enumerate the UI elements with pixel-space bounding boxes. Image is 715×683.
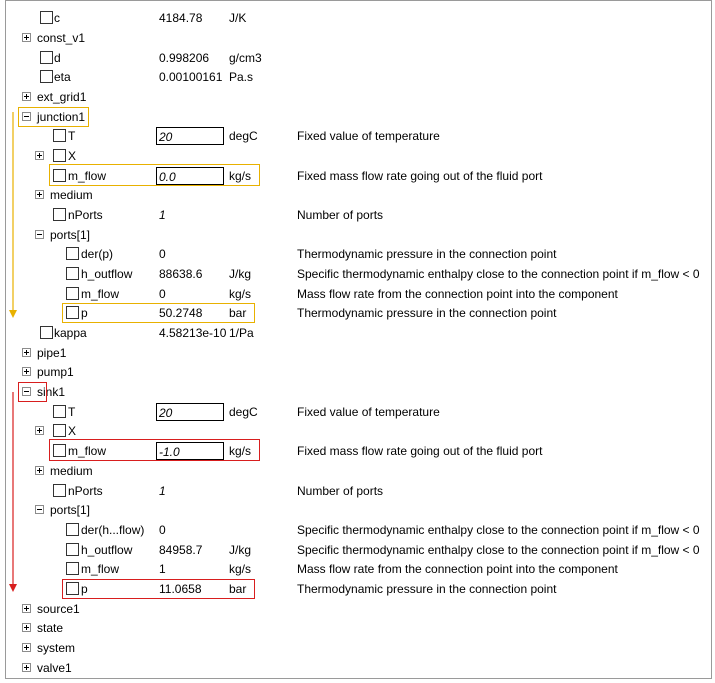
expand-plus-icon[interactable]	[35, 426, 44, 435]
expand-plus-icon[interactable]	[22, 623, 31, 632]
tree-row-junction1-ports-der-p[interactable]	[0, 244, 715, 264]
parameter-value-field[interactable]: -1.0	[156, 442, 224, 460]
variable-description: Thermodynamic pressure in the connection point	[297, 247, 557, 261]
variable-description: Mass flow rate from the connection point into the component	[297, 562, 618, 576]
variable-value: 0	[159, 287, 166, 301]
variable-value: 0.00100161	[159, 70, 223, 84]
tree-row-junction1-ports[interactable]	[0, 225, 715, 245]
node-name: medium	[50, 464, 93, 478]
plot-checkbox[interactable]	[66, 582, 79, 595]
plot-checkbox[interactable]	[53, 169, 66, 182]
parameter-value-field[interactable]: 0.0	[156, 167, 224, 185]
tree-row-junction1-m-flow[interactable]	[0, 166, 715, 186]
variable-unit: Pa.s	[229, 70, 254, 84]
plot-checkbox[interactable]	[53, 424, 66, 437]
variable-description: Thermodynamic pressure in the connection point	[297, 306, 557, 320]
tree-row-pump1[interactable]	[0, 362, 715, 382]
variable-description: Mass flow rate from the connection point into the component	[297, 287, 618, 301]
node-name: ports[1]	[50, 503, 91, 517]
collapse-minus-icon[interactable]	[35, 505, 44, 514]
expand-plus-icon[interactable]	[22, 663, 31, 672]
tree-row-sink1-X[interactable]	[0, 421, 715, 441]
variable-name: T	[68, 405, 76, 419]
variable-name: c	[54, 11, 60, 25]
tree-row-pipe1[interactable]	[0, 343, 715, 363]
expand-plus-icon[interactable]	[22, 604, 31, 613]
tree-row-state[interactable]	[0, 618, 715, 638]
tree-row-junction1-T[interactable]	[0, 126, 715, 146]
variable-value: 88638.6	[159, 267, 203, 281]
variable-description: Fixed mass flow rate going out of the fluid port	[297, 444, 543, 458]
tree-row-system[interactable]	[0, 638, 715, 658]
node-name: valve1	[37, 661, 72, 675]
parameter-value-field[interactable]: 20	[156, 403, 224, 421]
expand-plus-icon[interactable]	[22, 643, 31, 652]
plot-checkbox[interactable]	[66, 523, 79, 536]
tree-row-sink1-ports[interactable]	[0, 500, 715, 520]
variable-value: 4.58213e-10	[159, 326, 227, 340]
variable-value: 1	[159, 484, 166, 498]
variable-unit: bar	[229, 582, 247, 596]
plot-checkbox[interactable]	[53, 149, 66, 162]
variable-unit: kg/s	[229, 562, 252, 576]
variable-unit: J/kg	[229, 543, 252, 557]
tree-row-junction1-X[interactable]	[0, 146, 715, 166]
variable-name: p	[81, 306, 88, 320]
tree-row-sink1-medium[interactable]	[0, 461, 715, 481]
expand-plus-icon[interactable]	[35, 466, 44, 475]
expand-plus-icon[interactable]	[22, 92, 31, 101]
variable-unit: kg/s	[229, 444, 252, 458]
plot-checkbox[interactable]	[66, 267, 79, 280]
plot-checkbox[interactable]	[66, 543, 79, 556]
variable-value: 4184.78	[159, 11, 203, 25]
plot-checkbox[interactable]	[40, 326, 53, 339]
plot-checkbox[interactable]	[66, 306, 79, 319]
collapse-minus-icon[interactable]	[22, 112, 31, 121]
tree-row-valve1[interactable]	[0, 658, 715, 678]
plot-checkbox[interactable]	[40, 70, 53, 83]
variable-name: kappa	[54, 326, 87, 340]
variable-name: nPorts	[68, 484, 103, 498]
variable-description: Number of ports	[297, 484, 384, 498]
node-name: state	[37, 621, 64, 635]
expand-plus-icon[interactable]	[35, 190, 44, 199]
variable-unit: g/cm3	[229, 51, 262, 65]
variable-value: 50.2748	[159, 306, 203, 320]
tree-row-junction1-ports-h-outflow[interactable]	[0, 264, 715, 284]
node-name: ext_grid1	[37, 90, 87, 104]
variable-value: 0.998206	[159, 51, 210, 65]
node-name: const_v1	[37, 31, 86, 45]
plot-checkbox[interactable]	[53, 484, 66, 497]
variable-name: h_outflow	[81, 543, 133, 557]
tree-row-sink1-ports-h-outflow[interactable]	[0, 540, 715, 560]
variable-value: 11.0658	[159, 582, 202, 596]
tree-row-junction1-nports[interactable]	[0, 205, 715, 225]
variable-unit: degC	[229, 129, 258, 143]
variable-name: der(h...flow)	[81, 523, 145, 537]
variable-unit: kg/s	[229, 169, 252, 183]
node-name: medium	[50, 188, 93, 202]
parameter-value-field[interactable]: 20	[156, 127, 224, 145]
node-name: source1	[37, 602, 80, 616]
variable-description: Specific thermodynamic enthalpy close to the connection point if m_flow < 0	[297, 523, 700, 537]
tree-row-sink1-nports[interactable]	[0, 481, 715, 501]
tree-row-sink1-T[interactable]	[0, 402, 715, 422]
plot-checkbox[interactable]	[53, 129, 66, 142]
node-name: ports[1]	[50, 228, 91, 242]
variable-description: Fixed value of temperature	[297, 405, 440, 419]
variable-name: X	[68, 149, 77, 163]
tree-row-junction1[interactable]	[0, 107, 715, 127]
tree-row-sink1-ports-der-h-flow[interactable]	[0, 520, 715, 540]
variable-name: p	[81, 582, 88, 596]
variable-value: 84958.7	[159, 543, 203, 557]
variable-value: 1	[159, 562, 166, 576]
expand-plus-icon[interactable]	[22, 367, 31, 376]
variable-unit: degC	[229, 405, 258, 419]
tree-row-source1[interactable]	[0, 599, 715, 619]
collapse-minus-icon[interactable]	[35, 230, 44, 239]
expand-plus-icon[interactable]	[22, 348, 31, 357]
variable-value: 1	[159, 208, 166, 222]
node-name: junction1	[37, 110, 86, 124]
tree-row-c[interactable]	[0, 8, 715, 28]
variable-value: 0	[159, 523, 166, 537]
node-name: pipe1	[37, 346, 67, 360]
plot-checkbox[interactable]	[53, 444, 66, 457]
collapse-minus-icon[interactable]	[22, 387, 31, 396]
plot-checkbox[interactable]	[40, 51, 53, 64]
variable-description: Thermodynamic pressure in the connection point	[297, 582, 557, 596]
variable-name: X	[68, 424, 77, 438]
tree-row-eta[interactable]	[0, 67, 715, 87]
plot-checkbox[interactable]	[66, 562, 79, 575]
variable-name: nPorts	[68, 208, 103, 222]
plot-checkbox[interactable]	[40, 11, 53, 24]
plot-checkbox[interactable]	[53, 405, 66, 418]
tree-row-junction1-ports-p[interactable]	[0, 303, 715, 323]
tree-row-sink1-ports-p[interactable]	[0, 579, 715, 599]
variable-unit: J/kg	[229, 267, 252, 281]
plot-checkbox[interactable]	[66, 247, 79, 260]
variable-name: m_flow	[68, 444, 107, 458]
variable-unit: bar	[229, 306, 247, 320]
node-name: system	[37, 641, 76, 655]
tree-row-junction1-medium[interactable]	[0, 185, 715, 205]
variable-name: m_flow	[81, 562, 120, 576]
node-name: sink1	[37, 385, 66, 399]
node-name: pump1	[37, 365, 74, 379]
tree-row-d[interactable]	[0, 48, 715, 68]
plot-checkbox[interactable]	[66, 287, 79, 300]
variable-name: der(p)	[81, 247, 114, 261]
expand-plus-icon[interactable]	[35, 151, 44, 160]
tree-row-junction1-ports-m-flow[interactable]	[0, 284, 715, 304]
variable-name: T	[68, 129, 76, 143]
variable-name: h_outflow	[81, 267, 133, 281]
plot-checkbox[interactable]	[53, 208, 66, 221]
tree-row-ext-grid1[interactable]	[0, 87, 715, 107]
expand-plus-icon[interactable]	[22, 33, 31, 42]
tree-row-const-v1[interactable]	[0, 28, 715, 48]
tree-row-kappa[interactable]	[0, 323, 715, 343]
tree-row-sink1[interactable]	[0, 382, 715, 402]
variable-description: Number of ports	[297, 208, 384, 222]
variable-name: m_flow	[68, 169, 107, 183]
variable-value: 0	[159, 247, 166, 261]
tree-row-sink1-ports-m-flow[interactable]	[0, 559, 715, 579]
variable-name: d	[54, 51, 61, 65]
variable-unit: kg/s	[229, 287, 252, 301]
variable-description: Fixed mass flow rate going out of the fluid port	[297, 169, 543, 183]
variable-name: eta	[54, 70, 71, 84]
variable-description: Fixed value of temperature	[297, 129, 440, 143]
variable-description: Specific thermodynamic enthalpy close to the connection point if m_flow < 0	[297, 267, 700, 281]
variable-unit: 1/Pa	[229, 326, 254, 340]
tree-row-sink1-m-flow[interactable]	[0, 441, 715, 461]
variable-unit: J/K	[229, 11, 247, 25]
variable-name: m_flow	[81, 287, 120, 301]
variable-description: Specific thermodynamic enthalpy close to the connection point if m_flow < 0	[297, 543, 700, 557]
